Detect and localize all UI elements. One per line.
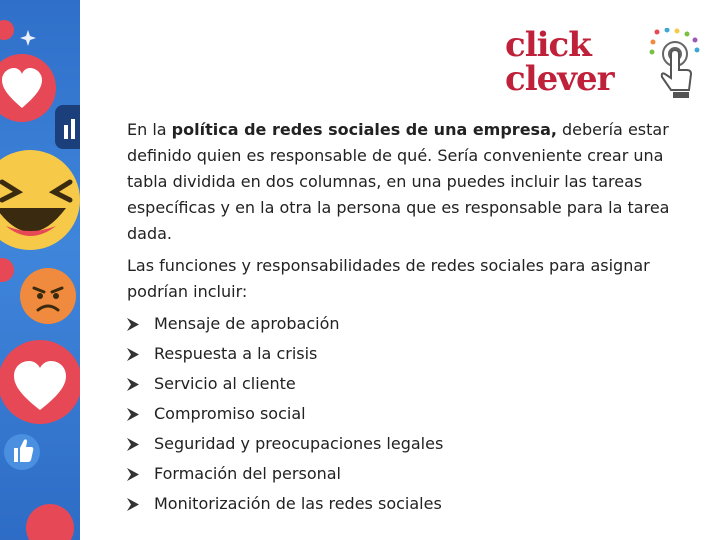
main-content: [127, 117, 687, 519]
arrow-bullet-icon: [127, 408, 139, 421]
arrow-bullet-icon: [127, 378, 139, 391]
heart-reaction-icon: [0, 340, 80, 424]
small-heart-icon: [0, 20, 14, 40]
intro-text-bold: política de redes sociales de una empresa,: [171, 120, 557, 139]
list-item: [127, 489, 687, 519]
list-item: [127, 369, 687, 399]
list-item-text: Monitorización de las redes sociales: [154, 494, 442, 513]
pointer-hand-icon: [649, 28, 701, 100]
list-item-text: Mensaje de aprobación: [154, 314, 340, 333]
list-item: [127, 309, 687, 339]
intro-paragraph: [127, 117, 687, 247]
laughing-emoji-icon: [0, 150, 80, 250]
small-heart-icon: [26, 504, 74, 540]
list-item: [127, 399, 687, 429]
thumbs-up-icon: [4, 434, 40, 470]
arrow-bullet-icon: [127, 468, 139, 481]
sparkle-icon: [20, 30, 36, 46]
arrow-bullet-icon: [127, 498, 139, 511]
decorative-sidebar: [0, 0, 80, 540]
arrow-bullet-icon: [127, 318, 139, 331]
list-item-text: Formación del personal: [154, 464, 341, 483]
responsibilities-list: [127, 309, 687, 519]
analytics-badge-icon: [55, 105, 80, 149]
list-item-text: Respuesta a la crisis: [154, 344, 318, 363]
roles-paragraph: Las funciones y responsabilidades de redes sociales para asignar podrían incluir:: [127, 256, 650, 301]
reaction-icons-illustration: [0, 0, 80, 540]
logo-wordmark: [505, 25, 614, 99]
list-item-text: Compromiso social: [154, 404, 306, 423]
list-item: [127, 459, 687, 489]
click-clever-logo: [505, 25, 705, 108]
small-heart-icon: [0, 258, 14, 282]
list-item-text: Seguridad y preocupaciones legales: [154, 434, 444, 453]
logo-line-1: click: [505, 25, 591, 65]
intro-text-end: debería estar definido quien es responsable de qué. Sería conveniente crear una tabla dividida en dos columnas, en una puedes incluir las tareas específicas y en la otra la persona que es responsable para la tarea dada.: [127, 120, 670, 243]
list-item-text: Servicio al cliente: [154, 374, 296, 393]
angry-emoji-icon: [20, 268, 76, 324]
intro-text-start: En la: [127, 120, 172, 139]
arrow-bullet-icon: [127, 438, 139, 451]
list-item: [127, 339, 687, 369]
arrow-bullet-icon: [127, 348, 139, 361]
logo-line-2: clever: [505, 59, 614, 99]
heart-reaction-icon: [0, 54, 56, 122]
list-item: [127, 429, 687, 459]
